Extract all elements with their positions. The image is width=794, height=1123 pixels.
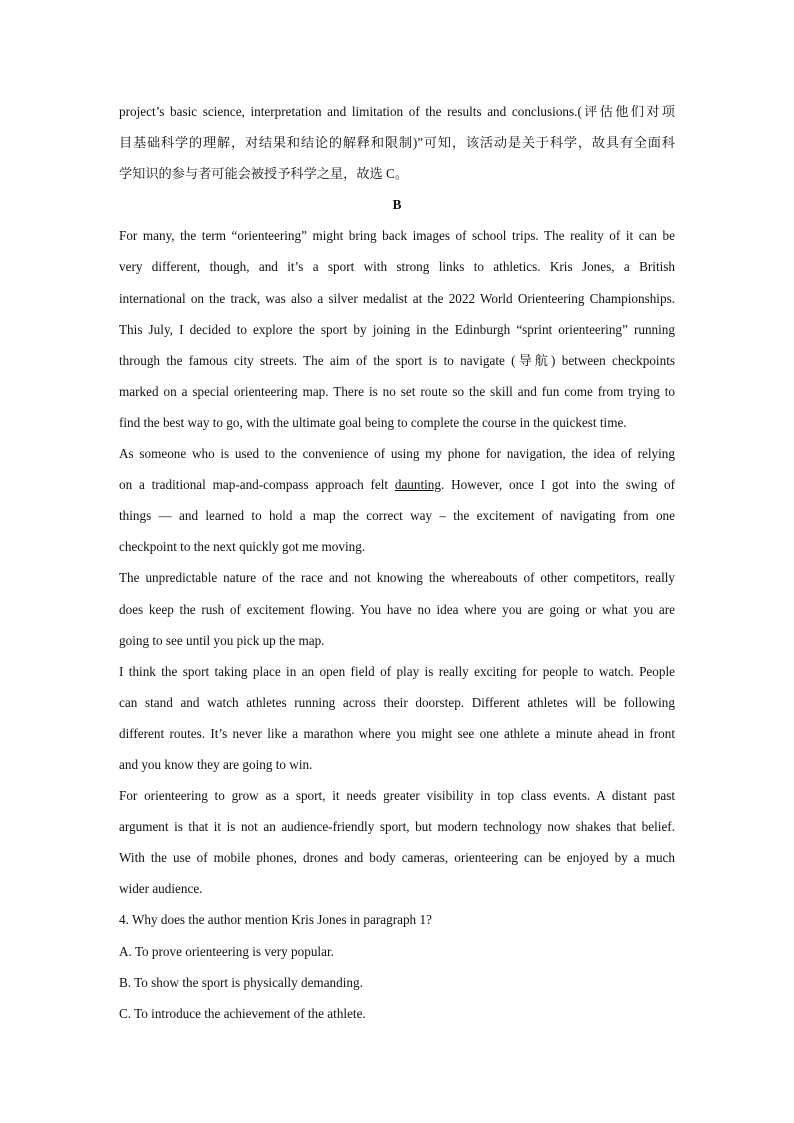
text-line: This July, I decided to explore the sport by joining in the Edinburgh “sprint orienteering” running xyxy=(119,321,675,337)
text-line: through the famous city streets. The aim of the sport is to navigate (导航) between checkpoints xyxy=(119,352,675,368)
text-line: For many, the term “orienteering” might bring back images of school trips. The reality of it can be xyxy=(119,228,675,244)
text-line: For orienteering to grow as a sport, it needs greater visibility in top class events. A distant past xyxy=(119,788,675,804)
document-page xyxy=(119,96,675,1029)
text-line: does keep the rush of excitement flowing. You have no idea where you are going or what you are xyxy=(119,601,675,617)
question-4 xyxy=(119,904,675,1028)
text-line: can stand and watch athletes running across their doorstep. Different athletes will be following xyxy=(119,694,675,710)
option-b: B. To show the sport is physically demanding. xyxy=(119,974,363,990)
intro-line: project’s basic science, interpretation and limitation of the results and conclusions.(评估他们对项 xyxy=(119,104,675,119)
text-segment: . However, once I got into the swing of xyxy=(441,477,675,493)
text-line: I think the sport taking place in an open field of play is really exciting for people to watch. People xyxy=(119,663,675,679)
text-segment: on a traditional map-and-compass approach felt xyxy=(119,477,395,493)
text-line: and you know they are going to win. xyxy=(119,756,313,772)
text-line: going to see until you pick up the map. xyxy=(119,632,325,648)
text-line: With the use of mobile phones, drones and body cameras, orienteering can be enjoyed by a much xyxy=(119,850,675,866)
text-line: The unpredictable nature of the race and not knowing the whereabouts of other competitors, really xyxy=(119,570,675,586)
intro-line: 学知识的参与者可能会被授予科学之星，故选 C。 xyxy=(119,166,409,182)
text-line: argument is that it is not an audience-friendly sport, but modern technology now shakes that belief. xyxy=(119,819,675,835)
text-line: find the best way to go, with the ultimate goal being to complete the course in the quickest time. xyxy=(119,414,627,430)
text-line: wider audience. xyxy=(119,881,203,897)
text-line: different routes. It’s never like a marathon where you might see one athlete a minute ahead in front xyxy=(119,725,675,741)
question-stem: 4. Why does the author mention Kris Jones in paragraph 1? xyxy=(119,912,432,928)
text-line: international on the track, was also a silver medalist at the 2022 World Orienteering Championships. xyxy=(119,290,675,306)
underlined-word: daunting xyxy=(394,477,441,493)
text-line: marked on a special orienteering map. There is no set route so the skill and fun come from trying to xyxy=(119,383,675,399)
text-line: As someone who is used to the convenience of using my phone for navigation, the idea of relying xyxy=(119,446,675,462)
text-line xyxy=(119,469,675,500)
paragraph-2 xyxy=(119,438,675,562)
text-line: things — and learned to hold a map the correct way – the excitement of navigating from one xyxy=(119,508,675,524)
paragraph-4 xyxy=(119,656,675,780)
text-line: very different, though, and it’s a sport with strong links to athletics. Kris Jones, a British xyxy=(119,259,675,275)
text-line: checkpoint to the next quickly got me moving. xyxy=(119,539,366,555)
paragraph-3 xyxy=(119,562,675,655)
paragraph-1 xyxy=(119,220,675,438)
intro-line: 目基础科学的理解，对结果和结论的解释和限制)”可知，该活动是关于科学，故具有全面科 xyxy=(119,135,675,151)
section-heading: B xyxy=(392,197,402,213)
option-c: C. To introduce the achievement of the athlete. xyxy=(119,1005,366,1021)
option-a: A. To prove orienteering is very popular. xyxy=(119,943,334,959)
paragraph-5 xyxy=(119,780,675,904)
